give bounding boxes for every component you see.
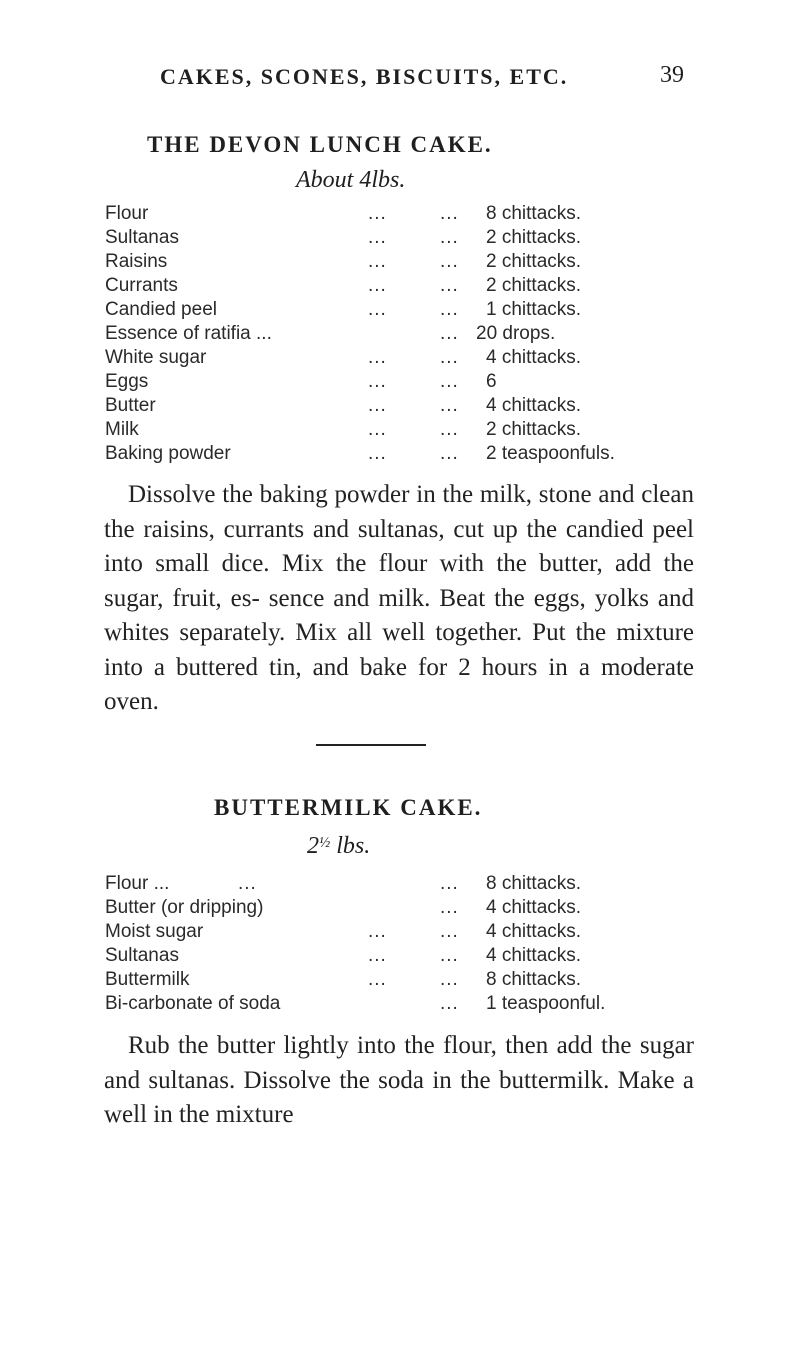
ingredient-name: Candied peel <box>105 299 217 320</box>
ingredient-leader: ... <box>440 347 459 368</box>
ingredient-leader: ... <box>440 323 459 344</box>
method-paragraph: Dissolve the baking powder in the milk, stone and clean the raisins, currants and sultanas, cut up the candied peel into small dice. Mix the flour with the butter, add the sugar, fruit, es- sence and milk. Beat the eggs, yolks and whites separately. Mix all well together. Put the mixture into a buttered tin, and bake for 2 hours in a moderate oven. <box>104 481 694 715</box>
ingredient-quantity: 4 chittacks. <box>486 347 582 368</box>
ingredient-leader: ... <box>440 395 459 416</box>
ingredient-row <box>0 921 800 947</box>
ingredient-dots: ... <box>368 251 387 272</box>
ingredient-quantity: 2 teaspoonfuls. <box>486 443 615 464</box>
ingredient-dots: ... <box>368 969 387 990</box>
ingredient-name: Essence of ratifia ... <box>105 323 272 344</box>
ingredient-leader: ... <box>440 897 459 918</box>
ingredient-quantity: 2 chittacks. <box>486 419 582 440</box>
ingredient-row <box>0 251 800 277</box>
ingredient-leader: ... <box>440 227 459 248</box>
ingredient-leader: ... <box>440 443 459 464</box>
ingredient-name: Butter <box>105 395 156 416</box>
ingredient-quantity: 4 chittacks. <box>486 395 582 416</box>
ingredient-name: Flour <box>105 203 149 224</box>
ingredient-dots: ... <box>368 347 387 368</box>
ingredient-leader: ... <box>440 921 459 942</box>
ingredient-quantity: 4 chittacks. <box>486 897 582 918</box>
ingredient-quantity: 8 chittacks. <box>486 969 582 990</box>
running-head <box>0 64 800 104</box>
ingredient-leader: ... <box>440 945 459 966</box>
ingredient-row <box>0 323 800 349</box>
ingredient-name: Eggs <box>105 371 149 392</box>
ingredient-row <box>0 873 800 899</box>
ingredient-dots: ... <box>368 945 387 966</box>
ingredient-name: Sultanas <box>105 945 179 966</box>
ingredient-quantity: 4 chittacks. <box>486 945 582 966</box>
ingredient-row <box>0 347 800 373</box>
ingredient-row <box>0 203 800 229</box>
ingredient-dots: ... <box>368 419 387 440</box>
ingredient-name: Baking powder <box>105 443 231 464</box>
ingredient-quantity: 2 chittacks. <box>486 275 582 296</box>
ingredient-quantity: 2 chittacks. <box>486 227 582 248</box>
ingredient-quantity: 20 drops. <box>476 323 556 344</box>
yield-whole: 2 <box>307 833 319 859</box>
ingredient-name: Bi-carbonate of soda <box>105 993 281 1014</box>
ingredient-leader: ... <box>440 275 459 296</box>
ingredient-leader: ... <box>440 299 459 320</box>
ingredient-row <box>0 395 800 421</box>
method-paragraph: Rub the butter lightly into the flour, then add the sugar and sultanas. Dissolve the soda in the buttermilk. Make a well in the mixture <box>104 1032 694 1128</box>
ingredient-name: Currants <box>105 275 178 296</box>
ingredient-leader: ... <box>440 993 459 1014</box>
ingredient-quantity: 1 chittacks. <box>486 299 582 320</box>
ingredient-dots: ... <box>368 203 387 224</box>
ingredient-row <box>0 419 800 445</box>
ingredient-row <box>0 993 800 1019</box>
ingredient-row <box>0 969 800 995</box>
ingredient-row <box>0 945 800 971</box>
ingredient-row <box>0 443 800 469</box>
ingredient-leader: ... <box>440 873 459 894</box>
recipe-title: THE DEVON LUNCH CAKE. <box>147 132 493 157</box>
ingredient-name: Buttermilk <box>105 969 190 990</box>
ingredient-leader: ... <box>440 371 459 392</box>
recipe-yield <box>307 833 370 860</box>
ingredient-name: Flour ... <box>105 873 170 894</box>
ingredient-dots: ... <box>368 443 387 464</box>
ingredient-name: Butter (or dripping) <box>105 897 264 918</box>
ingredient-name: White sugar <box>105 347 207 368</box>
recipe-yield: About 4lbs. <box>296 167 406 193</box>
recipe-title: BUTTERMILK CAKE. <box>214 795 483 820</box>
ingredient-quantity: 8 chittacks. <box>486 873 582 894</box>
ingredient-row <box>0 371 800 397</box>
ingredient-row <box>0 897 800 923</box>
ingredient-leader: ... <box>440 419 459 440</box>
ingredient-dots: ... <box>368 395 387 416</box>
ingredient-dots: ... <box>368 371 387 392</box>
ingredient-name: Moist sugar <box>105 921 204 942</box>
ingredient-leader: ... <box>440 969 459 990</box>
ingredient-row <box>0 227 800 253</box>
page-number: 39 <box>660 62 684 88</box>
ingredient-name: Raisins <box>105 251 168 272</box>
ingredient-dots: ... <box>368 275 387 296</box>
yield-unit: lbs. <box>336 833 371 859</box>
ingredient-row <box>0 299 800 325</box>
ingredient-row <box>0 275 800 301</box>
ingredient-leader: ... <box>440 203 459 224</box>
ingredient-leader: ... <box>440 251 459 272</box>
ingredient-dots: ... <box>368 227 387 248</box>
ingredient-name: Milk <box>105 419 139 440</box>
section-divider <box>316 744 426 746</box>
yield-fraction: ½ <box>319 835 331 851</box>
ingredient-dots: ... <box>368 921 387 942</box>
ingredient-quantity: 4 chittacks. <box>486 921 582 942</box>
running-title: CAKES, SCONES, BISCUITS, ETC. <box>160 64 569 89</box>
ingredient-name: Sultanas <box>105 227 179 248</box>
ingredient-quantity: 1 teaspoonful. <box>486 993 606 1014</box>
ingredient-quantity: 2 chittacks. <box>486 251 582 272</box>
ingredient-dots: ... <box>238 873 257 894</box>
ingredient-quantity: 6 <box>486 371 497 392</box>
ingredient-quantity: 8 chittacks. <box>486 203 582 224</box>
ingredient-dots: ... <box>368 299 387 320</box>
